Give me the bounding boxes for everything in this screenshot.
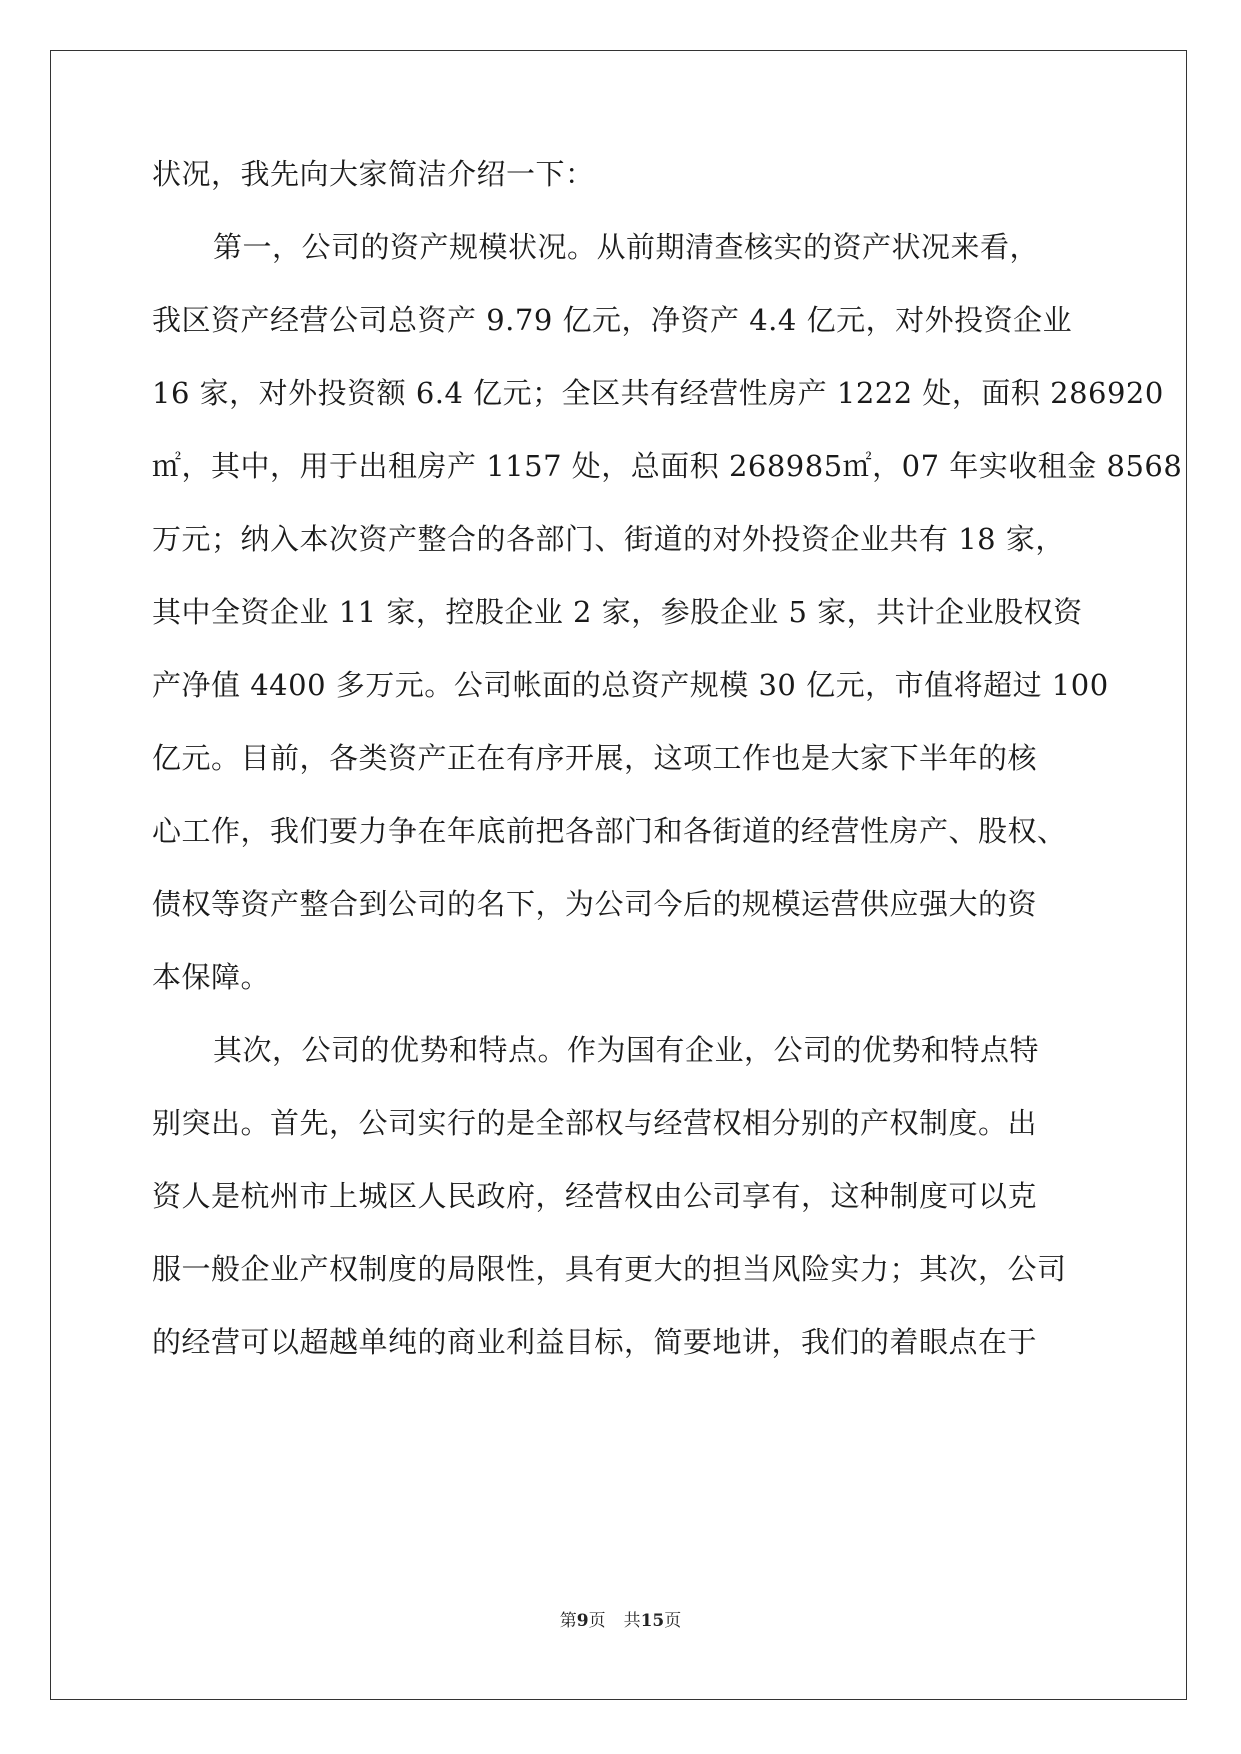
page-suffix: 页: [588, 1611, 606, 1631]
total-suffix: 页: [664, 1611, 682, 1631]
text-line: 万元；纳入本次资产整合的各部门、街道的对外投资企业共有 18 家，: [152, 522, 1065, 556]
text-line: 别突出。首先，公司实行的是全部权与经营权相分别的产权制度。出: [152, 1106, 1038, 1140]
text-line: 资人是杭州市上城区人民政府，经营权由公司享有，这种制度可以克: [152, 1179, 1038, 1213]
text-line: 亿元。目前，各类资产正在有序开展，这项工作也是大家下半年的核: [152, 741, 1038, 775]
text-line: ㎡，其中，用于出租房产 1157 处，总面积 268985㎡，07 年实收租金 8568: [152, 449, 1183, 483]
text-line: 产净值 4400 多万元。公司帐面的总资产规模 30 亿元，市值将超过 100: [152, 668, 1109, 702]
paragraph-first-line: 其次，公司的优势和特点。作为国有企业，公司的优势和特点特: [213, 1033, 1040, 1067]
text-line: 我区资产经营公司总资产 9.79 亿元，净资产 4.4 亿元，对外投资企业: [152, 303, 1073, 337]
total-prefix: 共: [623, 1611, 641, 1631]
page-border: [50, 50, 1187, 1700]
page-number: 9: [576, 1611, 589, 1631]
text-line: 16 家，对外投资额 6.4 亿元；全区共有经营性房产 1222 处，面积 286920: [152, 376, 1164, 410]
total-pages: 15: [640, 1611, 665, 1631]
text-line: 心工作，我们要力争在年底前把各部门和各街道的经营性房产、股权、: [152, 814, 1067, 848]
page-footer: [0, 1610, 1241, 1632]
text-line: 债权等资产整合到公司的名下，为公司今后的规模运营供应强大的资: [152, 887, 1038, 921]
text-line: 本保障。: [152, 960, 271, 994]
paragraph-first-line: 第一，公司的资产规模状况。从前期清查核实的资产状况来看，: [213, 230, 1040, 264]
page-prefix: 第: [559, 1611, 577, 1631]
text-line: 其中全资企业 11 家，控股企业 2 家，参股企业 5 家，共计企业股权资: [152, 595, 1083, 629]
text-line: 状况，我先向大家简洁介绍一下：: [152, 157, 595, 191]
text-line: 服一般企业产权制度的局限性，具有更大的担当风险实力；其次，公司: [152, 1252, 1067, 1286]
text-line: 的经营可以超越单纯的商业利益目标，简要地讲，我们的着眼点在于: [152, 1325, 1038, 1359]
